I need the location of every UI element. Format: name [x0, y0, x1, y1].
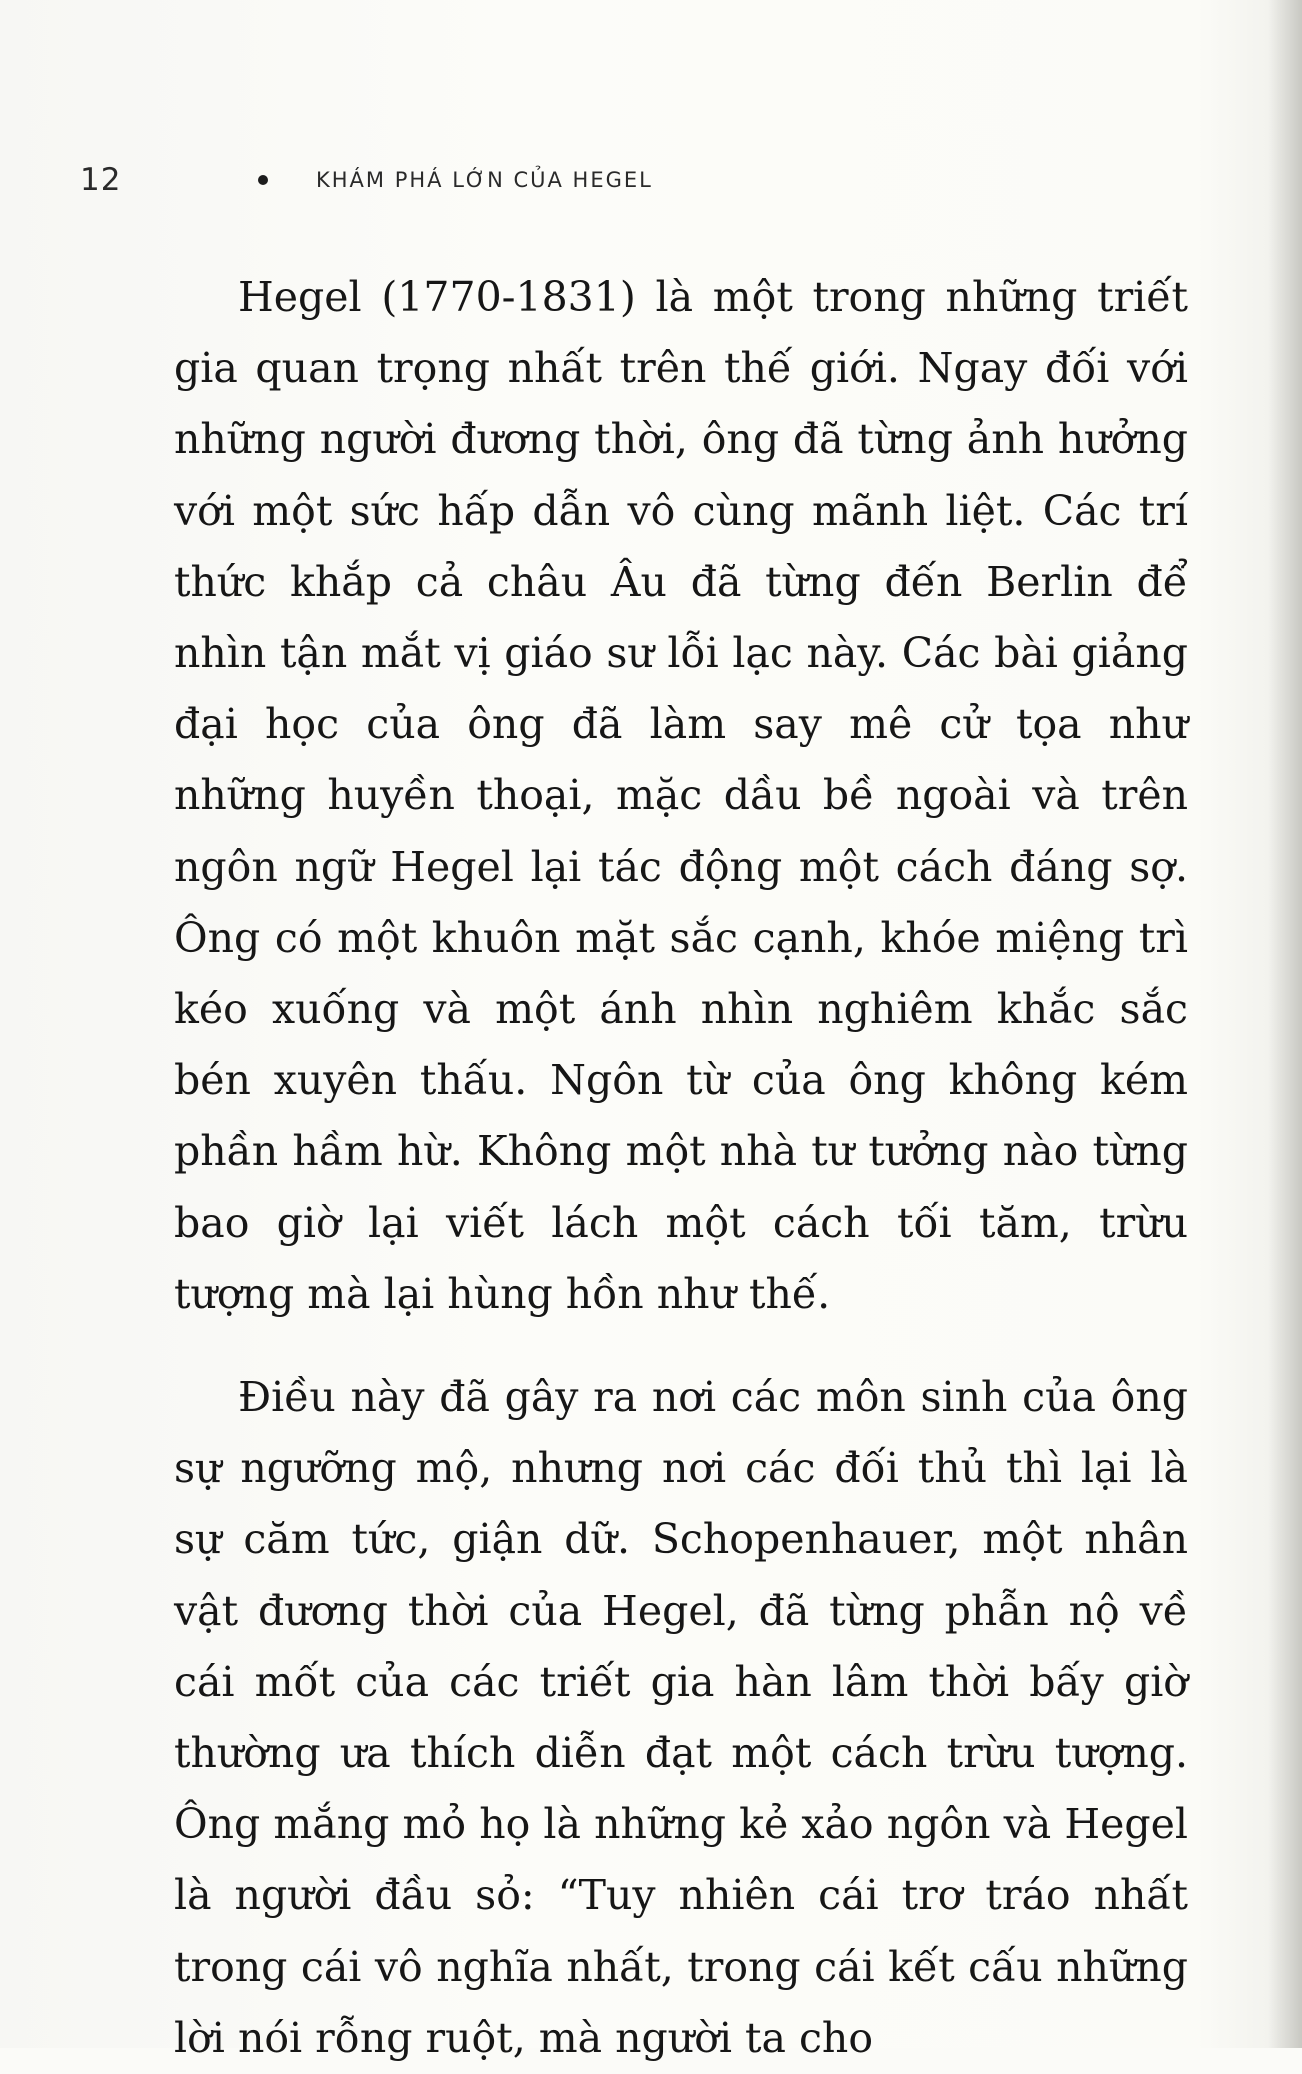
page-number: 12: [80, 162, 122, 198]
bullet-separator: [258, 175, 268, 185]
page-edge-shadow: [1268, 0, 1302, 2048]
paragraph-2: Điều này đã gây ra nơi các môn sinh của ông sự ngưỡng mộ, nhưng nơi các đối thủ thì lại là sự căm tức, giận dữ. Schopenhauer, một nhân vật đương thời của Hegel, đã từng phẫn nộ về cái mốt của các triết gia hàn lâm thời bấy giờ thường ưa thích diễn đạt một cách trừu tượng. Ông mắng mỏ họ là những kẻ xảo ngôn và Hegel là người đầu sỏ: “Tuy nhiên cái trơ tráo nhất trong cái vô nghĩa nhất, trong cái kết cấu những lời nói rỗng ruột, mà người ta cho: [174, 1373, 1188, 2062]
running-header: [80, 160, 653, 200]
paragraph-1: Hegel (1770-1831) là một trong những triết gia quan trọng nhất trên thế giới. Ngay đối với những người đương thời, ông đã từng ảnh hưởng với một sức hấp dẫn vô cùng mãnh liệt. Các trí thức khắp cả châu Âu đã từng đến Berlin để nhìn tận mắt vị giáo sư lỗi lạc này. Các bài giảng đại học của ông đã làm say mê cử tọa như những huyền thoại, mặc dầu bề ngoài và trên ngôn ngữ Hegel lại tác động một cách đáng sợ. Ông có một khuôn mặt sắc cạnh, khóe miệng trì kéo xuống và một ánh nhìn nghiêm khắc sắc bén xuyên thấu. Ngôn từ của ông không kém phần hầm hừ. Không một nhà tư tưởng nào từng bao giờ lại viết lách một cách tối tăm, trừu tượng mà lại hùng hồn như thế.: [174, 273, 1188, 1318]
body-text: [174, 262, 1188, 2074]
chapter-title: KHÁM PHÁ LỚN CỦA HEGEL: [316, 168, 653, 192]
